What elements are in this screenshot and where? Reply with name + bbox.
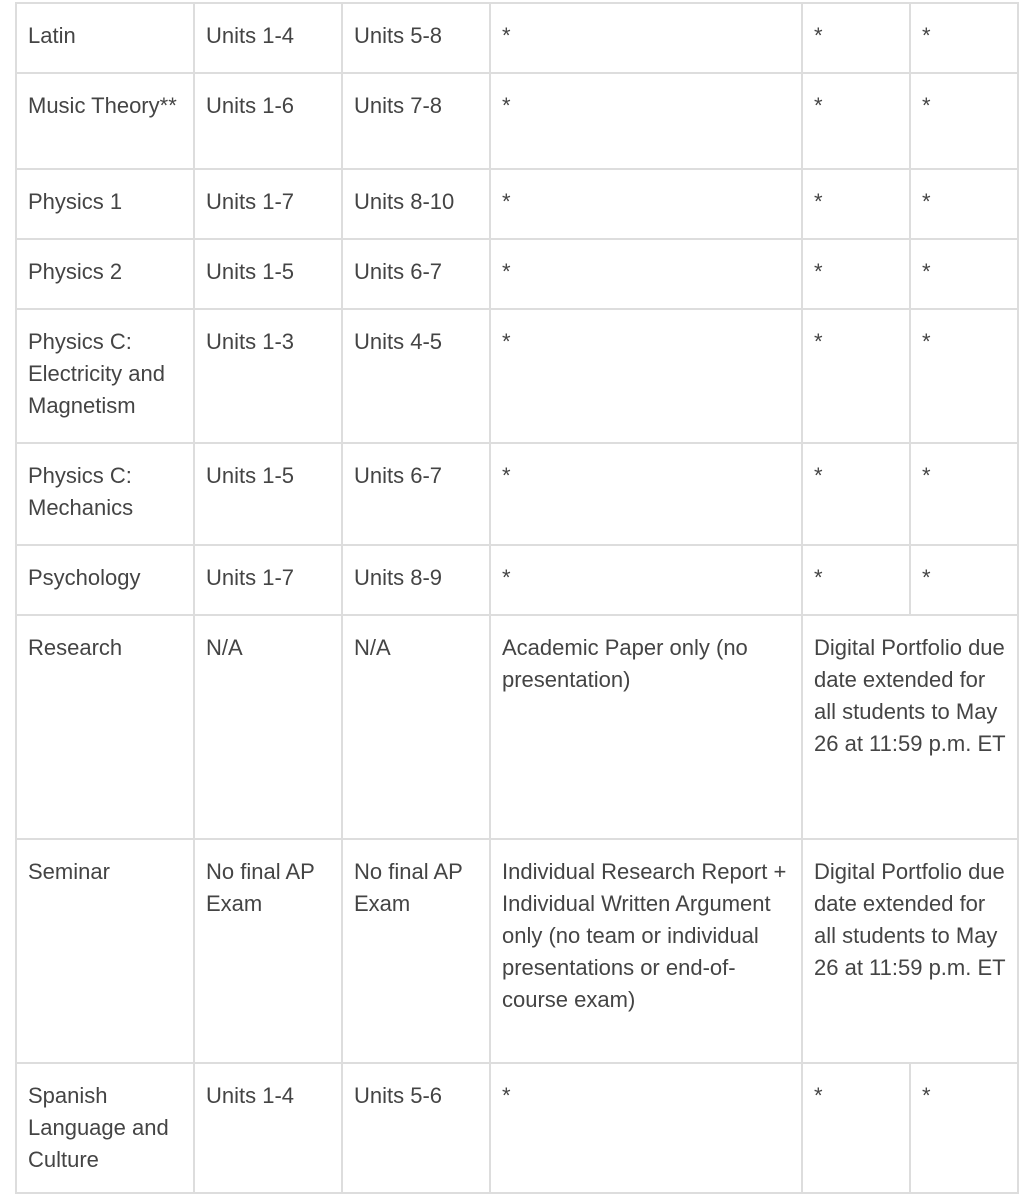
requirement-cell: *	[490, 309, 802, 443]
units-cell: Units 7-8	[342, 73, 490, 169]
exam-content-table	[15, 2, 1019, 1194]
note-cell: *	[910, 1063, 1018, 1193]
units-cell: Units 6-7	[342, 443, 490, 545]
note-cell: Digital Portfolio due date extended for all students to May 26 at 11:59 p.m. ET	[802, 615, 1018, 839]
note-cell: *	[910, 239, 1018, 309]
subject-cell: Music Theory**	[16, 73, 194, 169]
table-row	[16, 309, 1018, 443]
requirement-cell: *	[490, 73, 802, 169]
note-cell: *	[802, 443, 910, 545]
units-cell: Units 1-7	[194, 545, 342, 615]
table-row	[16, 615, 1018, 839]
requirement-cell: *	[490, 443, 802, 545]
units-cell: Units 1-5	[194, 443, 342, 545]
subject-cell: Spanish Language and Culture	[16, 1063, 194, 1193]
note-cell: *	[802, 73, 910, 169]
units-cell: No final AP Exam	[342, 839, 490, 1063]
units-cell: Units 1-3	[194, 309, 342, 443]
units-cell: N/A	[194, 615, 342, 839]
subject-cell: Physics C: Electricity and Magnetism	[16, 309, 194, 443]
table-row	[16, 239, 1018, 309]
units-cell: Units 1-5	[194, 239, 342, 309]
table-row	[16, 839, 1018, 1063]
units-cell: Units 8-10	[342, 169, 490, 239]
subject-cell: Psychology	[16, 545, 194, 615]
units-cell: Units 8-9	[342, 545, 490, 615]
table-row	[16, 73, 1018, 169]
requirement-cell: *	[490, 545, 802, 615]
table-row	[16, 1063, 1018, 1193]
units-cell: Units 1-6	[194, 73, 342, 169]
note-cell: *	[802, 169, 910, 239]
note-cell: *	[802, 545, 910, 615]
subject-cell: Seminar	[16, 839, 194, 1063]
units-cell: Units 5-8	[342, 3, 490, 73]
note-cell: *	[802, 239, 910, 309]
subject-cell: Latin	[16, 3, 194, 73]
requirement-cell: *	[490, 1063, 802, 1193]
table-row	[16, 169, 1018, 239]
units-cell: Units 1-4	[194, 1063, 342, 1193]
units-cell: Units 5-6	[342, 1063, 490, 1193]
subject-cell: Physics 1	[16, 169, 194, 239]
units-cell: Units 1-4	[194, 3, 342, 73]
units-cell: Units 6-7	[342, 239, 490, 309]
requirement-cell: Academic Paper only (no presentation)	[490, 615, 802, 839]
note-cell: *	[910, 309, 1018, 443]
requirement-cell: *	[490, 239, 802, 309]
note-cell: *	[910, 73, 1018, 169]
table-row	[16, 443, 1018, 545]
note-cell: *	[910, 443, 1018, 545]
table-row	[16, 545, 1018, 615]
note-cell: *	[910, 3, 1018, 73]
units-cell: No final AP Exam	[194, 839, 342, 1063]
units-cell: Units 1-7	[194, 169, 342, 239]
subject-cell: Physics 2	[16, 239, 194, 309]
requirement-cell: *	[490, 169, 802, 239]
subject-cell: Physics C: Mechanics	[16, 443, 194, 545]
note-cell: *	[802, 1063, 910, 1193]
requirement-cell: Individual Research Report + Individual Written Argument only (no team or individual presentations or end-of-course exam)	[490, 839, 802, 1063]
note-cell: *	[910, 545, 1018, 615]
subject-cell: Research	[16, 615, 194, 839]
units-cell: Units 4-5	[342, 309, 490, 443]
units-cell: N/A	[342, 615, 490, 839]
note-cell: Digital Portfolio due date extended for all students to May 26 at 11:59 p.m. ET	[802, 839, 1018, 1063]
requirement-cell: *	[490, 3, 802, 73]
table-row	[16, 3, 1018, 73]
note-cell: *	[802, 309, 910, 443]
note-cell: *	[802, 3, 910, 73]
note-cell: *	[910, 169, 1018, 239]
